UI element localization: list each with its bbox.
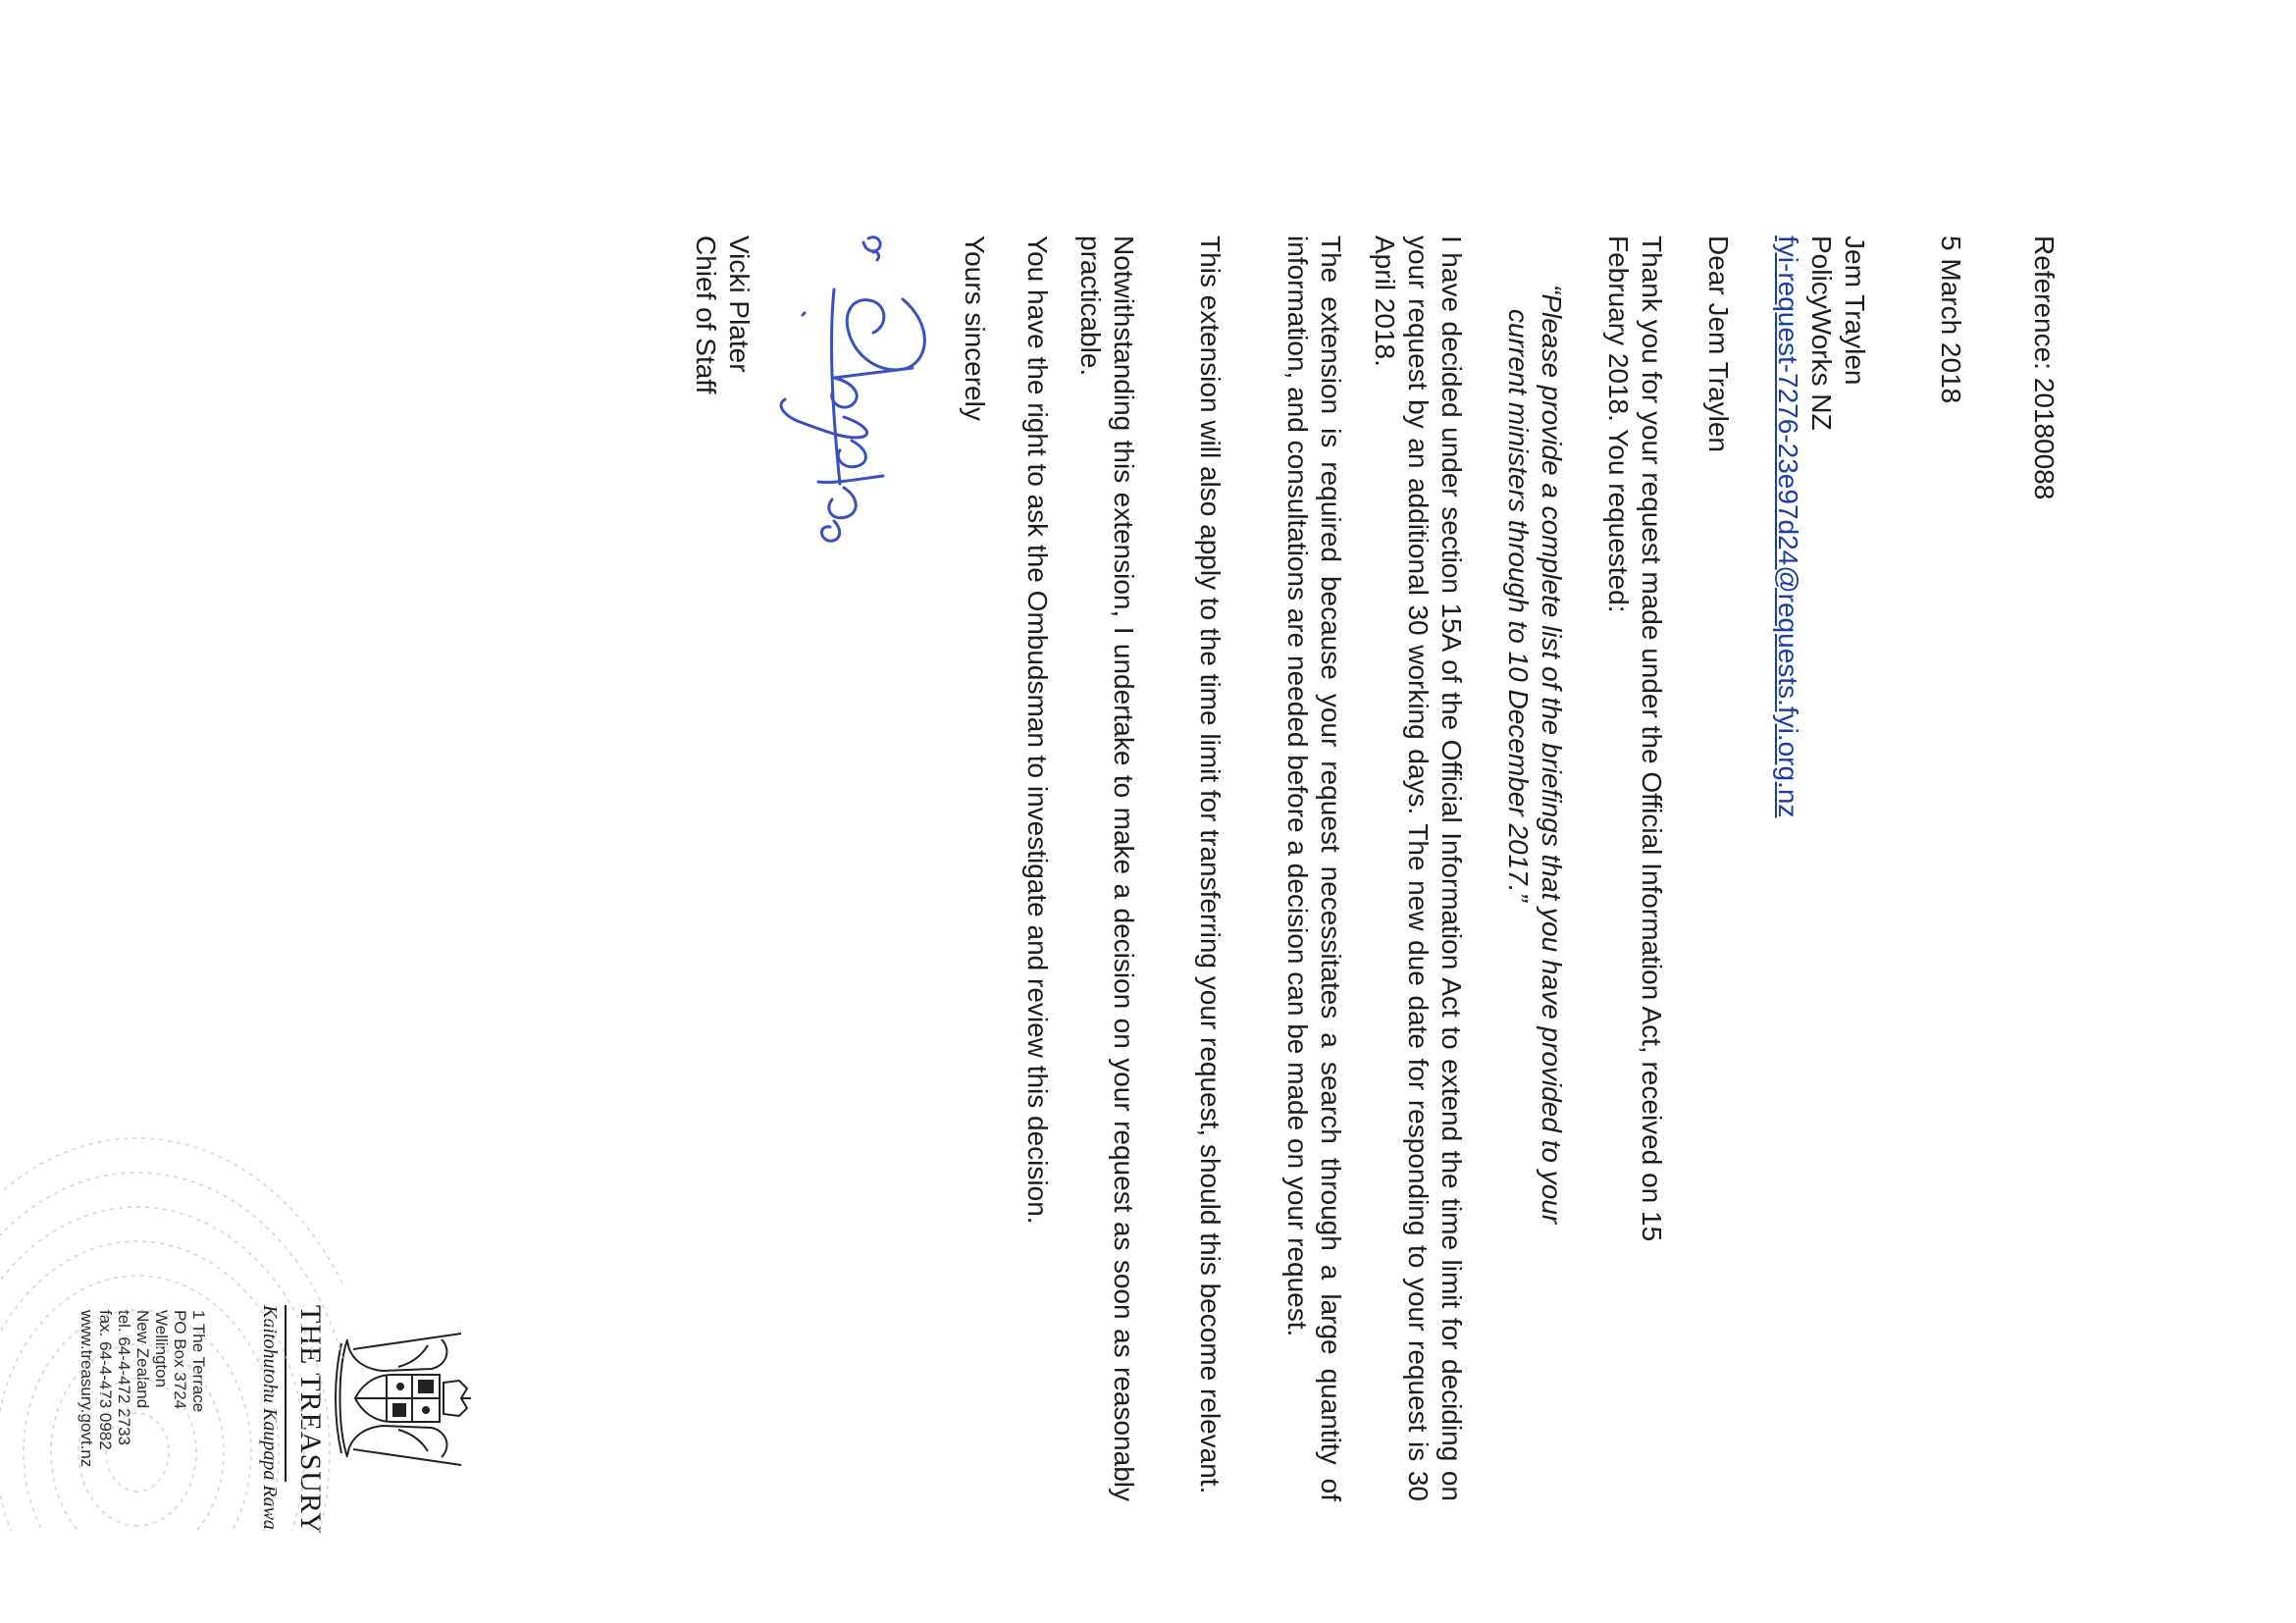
fingerprint-watermark xyxy=(0,1079,343,1531)
paragraph-extension-decision: I have decided under section 15A of the Official Information Act to extend the time limit for deciding on your request by an additional 30 working days. The new due date for responding to your request is 30 April 2018. xyxy=(1370,236,1467,1501)
salutation: Dear Jem Traylen xyxy=(1703,236,1734,452)
recipient-name: Jem Traylen xyxy=(1840,236,1870,386)
recipient-organisation: PolicyWorks NZ xyxy=(1806,236,1837,431)
handwritten-signature xyxy=(746,231,942,564)
address-line: PO Box 3724 xyxy=(171,1310,189,1410)
website-line: www.treasury.govt.nz xyxy=(78,1310,96,1468)
letterhead-maori-name: Kaitohutohu Kaupapa Rawa xyxy=(259,1305,281,1530)
quoted-request-line-2: current ministers through to 10 December 2017.” xyxy=(1503,309,1534,902)
phone-line: tel. 64-4-472 2733 xyxy=(115,1310,133,1445)
closing-line: Yours sincerely xyxy=(960,236,990,421)
quoted-request-line-1: “Please provide a complete list of the briefings that you have provided to your xyxy=(1537,285,1567,1225)
paragraph-undertaking: Notwithstanding this extension, I undertake to make a decision on your request as soon as reasonably practicable. xyxy=(1075,236,1139,1501)
fax-line: fax. 64-4-473 0982 xyxy=(96,1310,115,1450)
intro-line-1: Thank you for your request made under the Official Information Act, received on 15 xyxy=(1637,236,1667,1242)
nz-coat-of-arms-icon xyxy=(334,1320,471,1477)
recipient-email-link[interactable]: fyi-request-7276-23e97d24@requests.fyi.org.nz xyxy=(1773,236,1803,818)
letter-date: 5 March 2018 xyxy=(1936,236,1966,404)
signatory-title: Chief of Staff xyxy=(691,236,721,394)
letterhead-organisation-name: THE TREASURY xyxy=(294,1305,327,1535)
paragraph-ombudsman-rights: You have the right to ask the Ombudsman to investigate and review this decision. xyxy=(1022,236,1053,1225)
address-line: 1 The Terrace xyxy=(189,1310,208,1413)
intro-line-2: February 2018. You requested: xyxy=(1603,236,1634,613)
address-line: New Zealand xyxy=(133,1310,152,1409)
paragraph-transfer: This extension will also apply to the time limit for transferring your request, should this become relevant. xyxy=(1195,236,1226,1494)
paragraph-extension-reason: The extension is required because your request necessitates a search through a large quantity of information, and consultations are needed before a decision can be made on your request. xyxy=(1282,236,1346,1501)
address-line: Wellington xyxy=(152,1310,171,1388)
signatory-name: Vicki Plater xyxy=(724,236,755,373)
reference-line: Reference: 20180088 xyxy=(2029,236,2060,500)
